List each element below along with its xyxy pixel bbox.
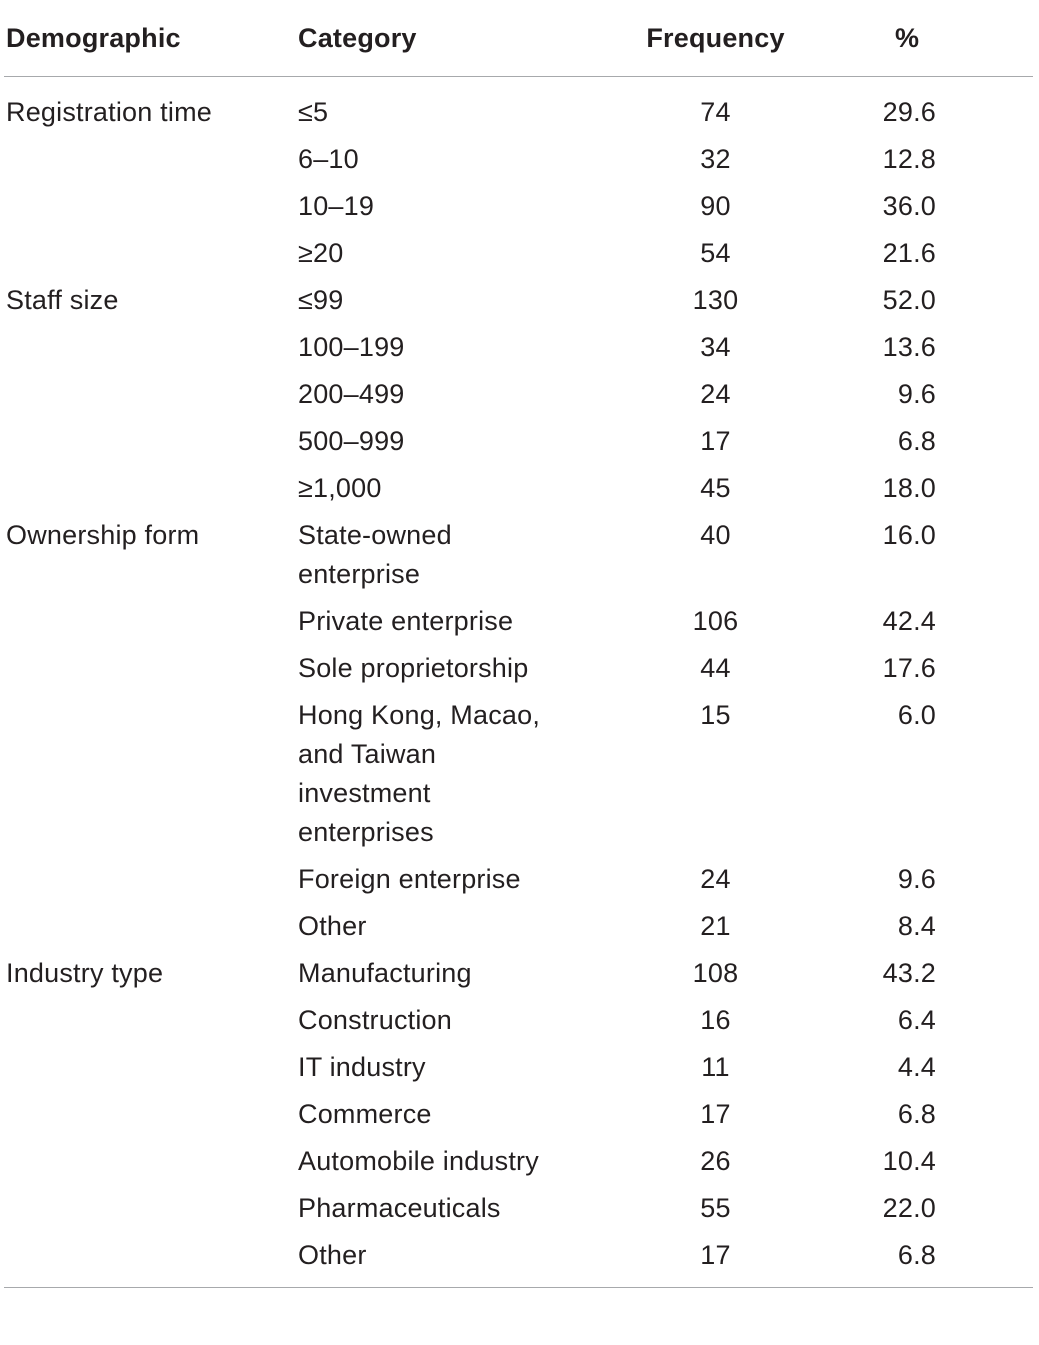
category-cell: 100–199 xyxy=(298,332,405,362)
table-row xyxy=(4,1232,1033,1287)
header-demographic: Demographic xyxy=(4,0,296,77)
header-frequency: Frequency xyxy=(558,0,873,77)
demographics-table xyxy=(4,0,1033,1287)
category-cell: Hong Kong, Macao, and Taiwan investment enterprises xyxy=(298,700,541,847)
category-cell: ≥1,000 xyxy=(298,473,382,503)
percent-cell: 52.0 xyxy=(882,285,936,315)
table-row xyxy=(4,1138,1033,1185)
percent-cell: 6.8 xyxy=(897,426,936,456)
category-cell: 6–10 xyxy=(298,144,359,174)
demographic-cell xyxy=(4,136,296,183)
category-cell: Foreign enterprise xyxy=(298,864,521,894)
demographic-cell xyxy=(4,1138,296,1185)
table-header xyxy=(4,0,1033,77)
category-cell: 500–999 xyxy=(298,426,405,456)
category-cell: ≤5 xyxy=(298,97,329,127)
category-cell: ≥20 xyxy=(298,238,344,268)
table-row xyxy=(4,997,1033,1044)
table-row xyxy=(4,465,1033,512)
demographic-cell: Industry type xyxy=(6,958,164,988)
frequency-cell: 34 xyxy=(700,332,731,362)
category-cell: Manufacturing xyxy=(298,958,472,988)
percent-cell: 6.4 xyxy=(897,1005,936,1035)
demographic-cell xyxy=(4,1232,296,1287)
percent-cell: 17.6 xyxy=(882,653,936,683)
frequency-cell: 108 xyxy=(692,958,739,988)
demographic-cell xyxy=(4,1185,296,1232)
frequency-cell: 45 xyxy=(700,473,731,503)
table-row xyxy=(4,371,1033,418)
category-cell: Pharmaceuticals xyxy=(298,1193,501,1223)
percent-cell: 9.6 xyxy=(897,864,936,894)
demographic-cell xyxy=(4,371,296,418)
category-cell: ≤99 xyxy=(298,285,344,315)
percent-cell: 6.8 xyxy=(897,1099,936,1129)
demographics-table-container xyxy=(4,0,1037,1288)
frequency-cell: 17 xyxy=(700,1240,731,1270)
table-row xyxy=(4,277,1033,324)
frequency-cell: 24 xyxy=(700,379,731,409)
table-body xyxy=(4,77,1033,1288)
percent-cell: 36.0 xyxy=(882,191,936,221)
demographic-cell xyxy=(4,183,296,230)
frequency-cell: 24 xyxy=(700,864,731,894)
frequency-cell: 15 xyxy=(700,700,731,730)
table-row xyxy=(4,903,1033,950)
header-category: Category xyxy=(296,0,558,77)
frequency-cell: 106 xyxy=(692,606,739,636)
category-cell: 200–499 xyxy=(298,379,405,409)
demographic-cell: Registration time xyxy=(6,97,212,127)
table-row xyxy=(4,77,1033,137)
percent-cell: 13.6 xyxy=(882,332,936,362)
table-row xyxy=(4,136,1033,183)
header-row xyxy=(4,0,1033,77)
demographic-cell xyxy=(4,1044,296,1091)
percent-cell: 6.0 xyxy=(897,700,936,730)
demographic-cell xyxy=(4,324,296,371)
demographic-cell xyxy=(4,997,296,1044)
category-cell: Private enterprise xyxy=(298,606,514,636)
table-row xyxy=(4,598,1033,645)
frequency-cell: 40 xyxy=(700,520,731,550)
category-cell: State-owned enterprise xyxy=(298,520,452,589)
demographic-cell xyxy=(4,692,296,856)
category-cell: IT industry xyxy=(298,1052,426,1082)
demographic-cell xyxy=(4,645,296,692)
percent-cell: 16.0 xyxy=(882,520,936,550)
percent-cell: 42.4 xyxy=(882,606,936,636)
category-cell: 10–19 xyxy=(298,191,375,221)
category-cell: Other xyxy=(298,911,367,941)
category-cell: Commerce xyxy=(298,1099,432,1129)
demographic-cell xyxy=(4,1091,296,1138)
table-row xyxy=(4,950,1033,997)
percent-cell: 6.8 xyxy=(897,1240,936,1270)
demographic-cell xyxy=(4,418,296,465)
percent-cell: 43.2 xyxy=(882,958,936,988)
table-bottom-rule xyxy=(4,1287,1033,1288)
demographic-cell xyxy=(4,465,296,512)
table-row xyxy=(4,324,1033,371)
frequency-cell: 130 xyxy=(692,285,739,315)
table-row xyxy=(4,856,1033,903)
frequency-cell: 16 xyxy=(700,1005,731,1035)
percent-cell: 4.4 xyxy=(897,1052,936,1082)
percent-cell: 8.4 xyxy=(897,911,936,941)
percent-cell: 10.4 xyxy=(882,1146,936,1176)
table-row xyxy=(4,1091,1033,1138)
frequency-cell: 17 xyxy=(700,426,731,456)
frequency-cell: 74 xyxy=(700,97,731,127)
table-row xyxy=(4,512,1033,598)
frequency-cell: 55 xyxy=(700,1193,731,1223)
table-row xyxy=(4,418,1033,465)
percent-cell: 29.6 xyxy=(882,97,936,127)
header-percent: % xyxy=(873,0,1033,77)
table-row xyxy=(4,1185,1033,1232)
category-cell: Other xyxy=(298,1240,367,1270)
category-cell: Sole proprietorship xyxy=(298,653,529,683)
percent-cell: 12.8 xyxy=(882,144,936,174)
frequency-cell: 11 xyxy=(701,1052,730,1082)
demographic-cell: Staff size xyxy=(6,285,119,315)
frequency-cell: 90 xyxy=(700,191,731,221)
demographic-cell xyxy=(4,903,296,950)
table-row xyxy=(4,1044,1033,1091)
demographic-cell xyxy=(4,230,296,277)
percent-cell: 21.6 xyxy=(882,238,936,268)
category-cell: Construction xyxy=(298,1005,452,1035)
table-row xyxy=(4,230,1033,277)
demographic-cell: Ownership form xyxy=(6,520,200,550)
frequency-cell: 44 xyxy=(700,653,731,683)
demographic-cell xyxy=(4,598,296,645)
percent-cell: 22.0 xyxy=(882,1193,936,1223)
frequency-cell: 32 xyxy=(700,144,731,174)
percent-cell: 9.6 xyxy=(897,379,936,409)
percent-cell: 18.0 xyxy=(882,473,936,503)
category-cell: Automobile industry xyxy=(298,1146,539,1176)
frequency-cell: 21 xyxy=(700,911,731,941)
table-row xyxy=(4,645,1033,692)
frequency-cell: 54 xyxy=(700,238,731,268)
demographic-cell xyxy=(4,856,296,903)
table-row xyxy=(4,183,1033,230)
frequency-cell: 17 xyxy=(700,1099,731,1129)
frequency-cell: 26 xyxy=(700,1146,731,1176)
table-row xyxy=(4,692,1033,856)
